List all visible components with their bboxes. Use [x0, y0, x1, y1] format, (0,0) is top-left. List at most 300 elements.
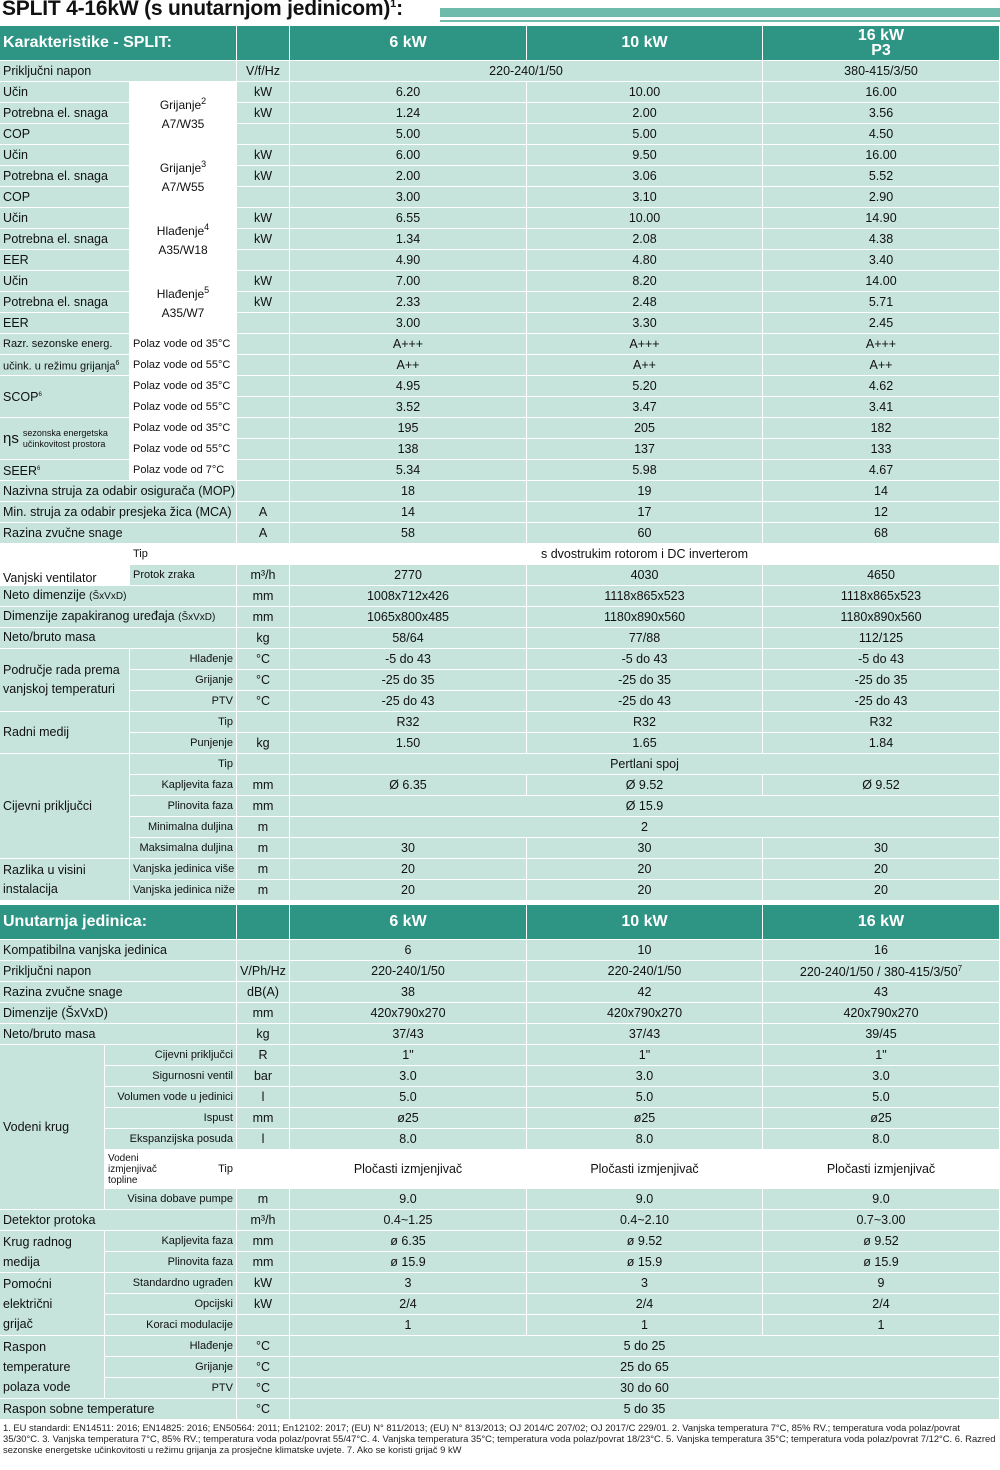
unit-cell — [237, 250, 290, 271]
group-label: Područje rada prema vanjskoj temperaturi — [0, 649, 130, 712]
table-row — [0, 1399, 1000, 1420]
unit-cell: °C — [237, 1378, 290, 1399]
condition-label: Polaz vode od 35°C — [130, 376, 237, 397]
header-col-10kw: 10 kW — [527, 905, 763, 940]
value-cell: 3.52 — [290, 397, 527, 418]
value-cell: 37/43 — [527, 1024, 763, 1045]
value-cell: 6 — [290, 940, 527, 961]
condition-label: PTV — [105, 1378, 237, 1399]
value-cell: 3.00 — [290, 187, 527, 208]
unit-cell: A — [237, 523, 290, 544]
table-row — [0, 1108, 1000, 1129]
value-cell: 10.00 — [527, 82, 763, 103]
unit-cell: m — [237, 1189, 290, 1210]
table-row — [0, 1024, 1000, 1045]
unit-cell: mm — [237, 1003, 290, 1024]
unit-cell: kg — [237, 1024, 290, 1045]
table-cell — [237, 544, 290, 565]
value-cell: 220-240/1/50 — [527, 961, 763, 982]
value-cell: 4.90 — [290, 250, 527, 271]
indoor-header-label: Unutarnja jedinica: — [0, 905, 237, 940]
row-label: Razina zvučne snage — [0, 982, 237, 1003]
condition-label: Cijevni priključci — [105, 1045, 237, 1066]
row-label-text: Vanjski ventilator — [3, 571, 97, 585]
value-cell: 3.00 — [290, 313, 527, 334]
table-row — [0, 1252, 1000, 1273]
header-unit-cell — [237, 26, 290, 61]
value-cell: 112/125 — [763, 628, 1000, 649]
value-cell: ø 9.52 — [763, 1231, 1000, 1252]
row-label: Dimenzije (ŠxVxD) — [0, 1003, 237, 1024]
value-cell: 420x790x270 — [290, 1003, 527, 1024]
value-cell: 18 — [290, 481, 527, 502]
value-cell: 2 — [290, 817, 1000, 838]
row-label: SCOP$^6$ — [0, 376, 130, 418]
footnotes: 1. EU standardi: EN14511: 2016; EN14825: 2016; EN50564: 2011; En12102: 2017; (EU) N° 811/2013; (EU) N° 813/2013; OJ 2014/C 207/02; OJ 2017/C 229/01. 2. Vanjska temperatura 7°C, 85% RV.; temperatura voda polaz/povrat 35/30°C. 3. Vanjska temperatura 7°C, 85% RV.; temperatura voda polaz/povrat 55/47°C. 4. Vanjska temperatura 35°C; temperatura voda polaz/povrat 18/23°C. 5. Vanjska temperatura 35°C; temperatura voda polaz/povrat 7/12°C. 6. Razred sezonske energetske učinkovitosti u režimu grijanja za prosječne klimatske uvjete. 7. Ako se koristi grijač 9 kW — [3, 1422, 996, 1455]
row-label: Učin — [0, 271, 130, 292]
condition-label: Grijanje$^2$ A7/W35 — [130, 82, 237, 145]
value-cell: 3 — [290, 1273, 527, 1294]
condition-label: Tip — [130, 754, 237, 775]
indoor-header-row — [0, 905, 1000, 940]
value-cell: 4650 — [763, 565, 1000, 586]
value-cell: 3.0 — [763, 1066, 1000, 1087]
unit-cell: mm — [237, 1108, 290, 1129]
split-spec-table — [0, 26, 1000, 82]
value-cell: Pločasti izmjenjivač — [527, 1150, 763, 1189]
condition-label: Kapljevita faza — [105, 1231, 237, 1252]
condition-label: Grijanje — [105, 1357, 237, 1378]
value-cell: ø 15.9 — [527, 1252, 763, 1273]
value-cell: ø 9.52 — [527, 1231, 763, 1252]
condition-label: Plinovita faza — [105, 1252, 237, 1273]
table-cell — [237, 754, 290, 775]
value-cell: 4030 — [527, 565, 763, 586]
table-row — [0, 1087, 1000, 1108]
value-cell: 0.4~1.25 — [290, 1210, 527, 1231]
condition-label: Tip — [130, 712, 237, 733]
value-cell: 30 — [290, 838, 527, 859]
ns-desc: sezonska energetska učinkovitost prostora — [22, 427, 108, 449]
table-row — [0, 1294, 1000, 1315]
value-cell: 3.47 — [527, 397, 763, 418]
table-row — [0, 523, 1000, 544]
value-cell: 4.38 — [763, 229, 1000, 250]
value-cell: 12 — [763, 502, 1000, 523]
value-cell: 1" — [763, 1045, 1000, 1066]
header-col-16kw: 16 kW P3 — [763, 26, 1000, 61]
value-cell: -25 do 43 — [290, 691, 527, 712]
value-cell: 20 — [527, 880, 763, 901]
value-cell: 16.00 — [763, 145, 1000, 166]
value-cell: 10.00 — [527, 208, 763, 229]
unit-cell: °C — [237, 691, 290, 712]
condition-sub: A7/W55 — [161, 180, 205, 194]
condition-label: Minimalna duljina — [130, 817, 237, 838]
eta-symbol: ηs — [3, 429, 19, 447]
row-label: Nazivna struja za odabir osigurača (MOP) — [0, 481, 237, 502]
table-row — [0, 817, 1000, 838]
table-row — [0, 334, 1000, 355]
value-cell: 1118x865x523 — [763, 586, 1000, 607]
value-cell: 5 do 35 — [290, 1399, 1000, 1420]
value-cell: 9.0 — [290, 1189, 527, 1210]
condition-label: Polaz vode od 55°C — [130, 397, 237, 418]
value-cell: 1.65 — [527, 733, 763, 754]
header-col-16kw: 16 kW — [763, 905, 1000, 940]
value-cell: 9.0 — [527, 1189, 763, 1210]
table-row — [0, 1336, 1000, 1357]
value-cell: A+++ — [763, 334, 1000, 355]
value-cell: 3.56 — [763, 103, 1000, 124]
unit-cell: m³/h — [237, 1210, 290, 1231]
value-cell: -5 do 43 — [527, 649, 763, 670]
value-cell: ø25 — [290, 1108, 527, 1129]
table-row — [0, 145, 1000, 166]
unit-cell: mm — [237, 775, 290, 796]
row-label: Učin — [0, 145, 130, 166]
value-cell: 38 — [290, 982, 527, 1003]
value-cell: 2.90 — [763, 187, 1000, 208]
table-row — [0, 1273, 1000, 1294]
row-label: SEER$^6$ — [0, 460, 130, 481]
table-row — [0, 796, 1000, 817]
unit-cell: kW — [237, 1273, 290, 1294]
group-label: Radni medij — [0, 712, 130, 754]
unit-cell: kW — [237, 271, 290, 292]
value-cell: 138 — [290, 439, 527, 460]
unit-cell — [237, 481, 290, 502]
table-row — [0, 1378, 1000, 1399]
table-row — [0, 271, 1000, 292]
value-cell: 16.00 — [763, 82, 1000, 103]
value-cell: Ø 9.52 — [527, 775, 763, 796]
value-cell: 10 — [527, 940, 763, 961]
row-label: EER — [0, 250, 130, 271]
value-cell: 5.98 — [527, 460, 763, 481]
value-cell: -25 do 35 — [763, 670, 1000, 691]
table-row — [0, 208, 1000, 229]
table-row — [0, 544, 1000, 565]
table-row — [0, 691, 1000, 712]
value-cell: s dvostrukim rotorom i DC inverterom — [290, 544, 1000, 565]
condition-label: Vanjska jedinica niže — [130, 880, 237, 901]
value-cell: 1.34 — [290, 229, 527, 250]
value-cell: -25 do 43 — [527, 691, 763, 712]
title-rule — [440, 8, 1000, 17]
table-row — [0, 838, 1000, 859]
value-cell: 3.30 — [527, 313, 763, 334]
value-cell: 1 — [290, 1315, 527, 1336]
value-cell: 20 — [527, 859, 763, 880]
row-label: Detektor protoka — [0, 1210, 237, 1231]
value-cell: 182 — [763, 418, 1000, 439]
value-cell: Pertlani spoj — [290, 754, 1000, 775]
table-row — [0, 1150, 1000, 1189]
value-cell: 205 — [527, 418, 763, 439]
value-cell: 3.06 — [527, 166, 763, 187]
row-label — [0, 544, 130, 586]
row-label: EER — [0, 313, 130, 334]
row-label: Kompatibilna vanjska jedinica — [0, 940, 237, 961]
value-cell: 5.52 — [763, 166, 1000, 187]
value-cell: 14.90 — [763, 208, 1000, 229]
value-cell: 58 — [290, 523, 527, 544]
value-cell: 5.0 — [527, 1087, 763, 1108]
value-cell: 60 — [527, 523, 763, 544]
value-cell: A+++ — [290, 334, 527, 355]
row-label: Učin — [0, 208, 130, 229]
condition-label: Tip — [130, 544, 237, 565]
value-cell: R32 — [527, 712, 763, 733]
row-label: Potrebna el. snaga — [0, 292, 130, 313]
unit-cell — [237, 712, 290, 733]
table-cell — [237, 439, 290, 460]
value-cell: Ø 9.52 — [763, 775, 1000, 796]
table-row — [0, 961, 1000, 982]
condition-label: Protok zraka — [130, 565, 237, 586]
value-cell: -5 do 43 — [290, 649, 527, 670]
value-cell: 3.0 — [290, 1066, 527, 1087]
table-row — [0, 775, 1000, 796]
header-unit-cell — [237, 905, 290, 940]
row-label: Potrebna el. snaga — [0, 103, 130, 124]
unit-cell: kW — [237, 145, 290, 166]
row-label: Učin — [0, 82, 130, 103]
value-cell: 2.00 — [290, 166, 527, 187]
unit-cell: mm — [237, 586, 290, 607]
unit-cell: kW — [237, 82, 290, 103]
value-cell: Pločasti izmjenjivač — [763, 1150, 1000, 1189]
value-cell: ø25 — [527, 1108, 763, 1129]
value-cell: 1008x712x426 — [290, 586, 527, 607]
table-row — [0, 397, 1000, 418]
table-row — [0, 1315, 1000, 1336]
value-cell: 8.20 — [527, 271, 763, 292]
value-cell: A++ — [527, 355, 763, 376]
value-cell: 2/4 — [290, 1294, 527, 1315]
row-label: Raspon sobne temperature — [0, 1399, 237, 1420]
value-cell: Pločasti izmjenjivač — [290, 1150, 527, 1189]
value-cell: R32 — [290, 712, 527, 733]
split-header-row — [0, 26, 1000, 61]
unit-cell: kW — [237, 292, 290, 313]
table-cell — [237, 460, 290, 481]
unit-cell: kW — [237, 229, 290, 250]
table-cell — [237, 376, 290, 397]
value-cell: 8.0 — [527, 1129, 763, 1150]
value-cell: 1118x865x523 — [527, 586, 763, 607]
value-cell: 2.08 — [527, 229, 763, 250]
table-row — [0, 1045, 1000, 1066]
value-cell: 68 — [763, 523, 1000, 544]
value-cell: 58/64 — [290, 628, 527, 649]
value-cell: 14 — [290, 502, 527, 523]
condition-label: Grijanje — [130, 670, 237, 691]
value-cell: 30 do 60 — [290, 1378, 1000, 1399]
table-row — [0, 940, 1000, 961]
value-cell: ø25 — [763, 1108, 1000, 1129]
value-cell: 8.0 — [290, 1129, 527, 1150]
title-bar — [0, 0, 1000, 26]
header-col-6kw: 6 kW — [290, 905, 527, 940]
condition-label: Punjenje — [130, 733, 237, 754]
value-cell: Ø 6.35 — [290, 775, 527, 796]
value-cell: 9.50 — [527, 145, 763, 166]
value-cell: 4.62 — [763, 376, 1000, 397]
row-label: Neto dimenzije (ŠxVxD) — [0, 586, 237, 607]
unit-cell: A — [237, 502, 290, 523]
value-cell: 25 do 65 — [290, 1357, 1000, 1378]
unit-cell: dB(A) — [237, 982, 290, 1003]
value-cell: 5.71 — [763, 292, 1000, 313]
value-cell: ø 15.9 — [290, 1252, 527, 1273]
split-header-label: Karakteristike - SPLIT: — [0, 26, 237, 61]
value-cell: 1.24 — [290, 103, 527, 124]
table-row — [0, 1189, 1000, 1210]
value-cell: 5.0 — [763, 1087, 1000, 1108]
table-row — [0, 649, 1000, 670]
unit-cell: l — [237, 1087, 290, 1108]
title-rule-thin — [440, 20, 1000, 22]
table-row — [0, 712, 1000, 733]
condition-label: Polaz vode od 7°C — [130, 460, 237, 481]
value-cell: ø 6.35 — [290, 1231, 527, 1252]
table-cell — [237, 1150, 290, 1189]
value-cell: 30 — [527, 838, 763, 859]
value-cell: 1 — [763, 1315, 1000, 1336]
table-row — [0, 754, 1000, 775]
table-row — [0, 565, 1000, 586]
table-cell — [237, 418, 290, 439]
value-cell: 4.80 — [527, 250, 763, 271]
table-row — [0, 1066, 1000, 1087]
table-row — [0, 982, 1000, 1003]
value-cell: -25 do 35 — [527, 670, 763, 691]
unit-cell: V/Ph/Hz — [237, 961, 290, 982]
condition-label: Polaz vode od 35°C — [130, 334, 237, 355]
unit-cell: °C — [237, 1336, 290, 1357]
value-cell: 137 — [527, 439, 763, 460]
value-cell: 420x790x270 — [763, 1003, 1000, 1024]
value-cell: -25 do 35 — [290, 670, 527, 691]
value-cell: 20 — [763, 859, 1000, 880]
group-label: Raspon temperature polaza vode — [0, 1336, 105, 1399]
table-row — [0, 733, 1000, 754]
value-cell: 14.00 — [763, 271, 1000, 292]
table-cell — [237, 334, 290, 355]
value-cell: 6.00 — [290, 145, 527, 166]
value-cell: 9 — [763, 1273, 1000, 1294]
group-label: Krug radnog medija — [0, 1231, 105, 1273]
value-cell: 20 — [763, 880, 1000, 901]
value-cell: 195 — [290, 418, 527, 439]
row-label: Neto/bruto masa — [0, 1024, 237, 1045]
unit-cell: °C — [237, 649, 290, 670]
table-row: Priključni napon V/f/Hz 220-240/1/50 380-415/3/50 — [0, 61, 1000, 82]
value-cell: 2/4 — [527, 1294, 763, 1315]
table-row — [0, 376, 1000, 397]
value-cell: 133 — [763, 439, 1000, 460]
unit-cell: m — [237, 838, 290, 859]
value-cell: 3.41 — [763, 397, 1000, 418]
table-row — [0, 670, 1000, 691]
table-row — [0, 628, 1000, 649]
table-row — [0, 1003, 1000, 1024]
row-label — [0, 418, 130, 460]
row-label: Min. struja za odabir presjeka žica (MCA) — [0, 502, 237, 523]
value-cell: A++ — [290, 355, 527, 376]
value-cell: 30 — [763, 838, 1000, 859]
value-cell: 1 — [527, 1315, 763, 1336]
condition-label: Vodeni izmjenjivač topline — [105, 1150, 185, 1189]
value-cell: 5.20 — [527, 376, 763, 397]
unit-cell: R — [237, 1045, 290, 1066]
value-cell: 5.00 — [527, 124, 763, 145]
row-label: COP — [0, 187, 130, 208]
value-cell: 20 — [290, 859, 527, 880]
row-label: Razina zvučne snage — [0, 523, 237, 544]
value-cell: 2770 — [290, 565, 527, 586]
condition-label: Polaz vode od 35°C — [130, 418, 237, 439]
unit-cell: kW — [237, 1294, 290, 1315]
unit-cell: mm — [237, 607, 290, 628]
table-row — [0, 460, 1000, 481]
value-cell: 8.0 — [763, 1129, 1000, 1150]
value-cell: 43 — [763, 982, 1000, 1003]
value-cell: 1.84 — [763, 733, 1000, 754]
unit-cell: m — [237, 859, 290, 880]
value-cell: 16 — [763, 940, 1000, 961]
unit-cell — [237, 124, 290, 145]
table-row — [0, 439, 1000, 460]
table-row — [0, 418, 1000, 439]
condition-label: Polaz vode od 55°C — [130, 355, 237, 376]
condition-label: Koraci modulacije — [105, 1315, 237, 1336]
value-cell: 4.67 — [763, 460, 1000, 481]
condition-sublabel: Tip — [185, 1150, 237, 1189]
value-cell: 3.10 — [527, 187, 763, 208]
row-label: COP — [0, 124, 130, 145]
split-spec-body — [0, 82, 1000, 901]
row-label: Razr. sezonske energ. — [0, 334, 130, 355]
value-cell: 2.48 — [527, 292, 763, 313]
value-cell: -25 do 43 — [763, 691, 1000, 712]
table-row — [0, 1210, 1000, 1231]
value-cell: 2.00 — [527, 103, 763, 124]
value-cell: 0.4~2.10 — [527, 1210, 763, 1231]
condition-label: Visina dobave pumpe — [105, 1189, 237, 1210]
value-cell: 420x790x270 — [527, 1003, 763, 1024]
value-cell: 39/45 — [763, 1024, 1000, 1045]
group-label: Pomoćni električni grijač — [0, 1273, 105, 1336]
table-row — [0, 502, 1000, 523]
condition-label: Grijanje$^3$ A7/W55 — [130, 145, 237, 208]
value-cell: 220-240/1/50 — [290, 961, 527, 982]
condition-label: Standardno ugrađen — [105, 1273, 237, 1294]
unit-cell: kg — [237, 733, 290, 754]
value-cell: 5.0 — [290, 1087, 527, 1108]
value-cell: -5 do 43 — [763, 649, 1000, 670]
group-label: Vodeni krug — [0, 1045, 105, 1210]
value-cell: $220-240/1/50 / 380-415/3/50^7$ — [763, 961, 1000, 982]
unit-cell: kg — [237, 628, 290, 649]
table-row — [0, 880, 1000, 901]
indoor-spec-table — [0, 905, 1000, 1420]
table-cell — [237, 397, 290, 418]
table-row — [0, 586, 1000, 607]
condition-label: Hlađenje — [130, 649, 237, 670]
